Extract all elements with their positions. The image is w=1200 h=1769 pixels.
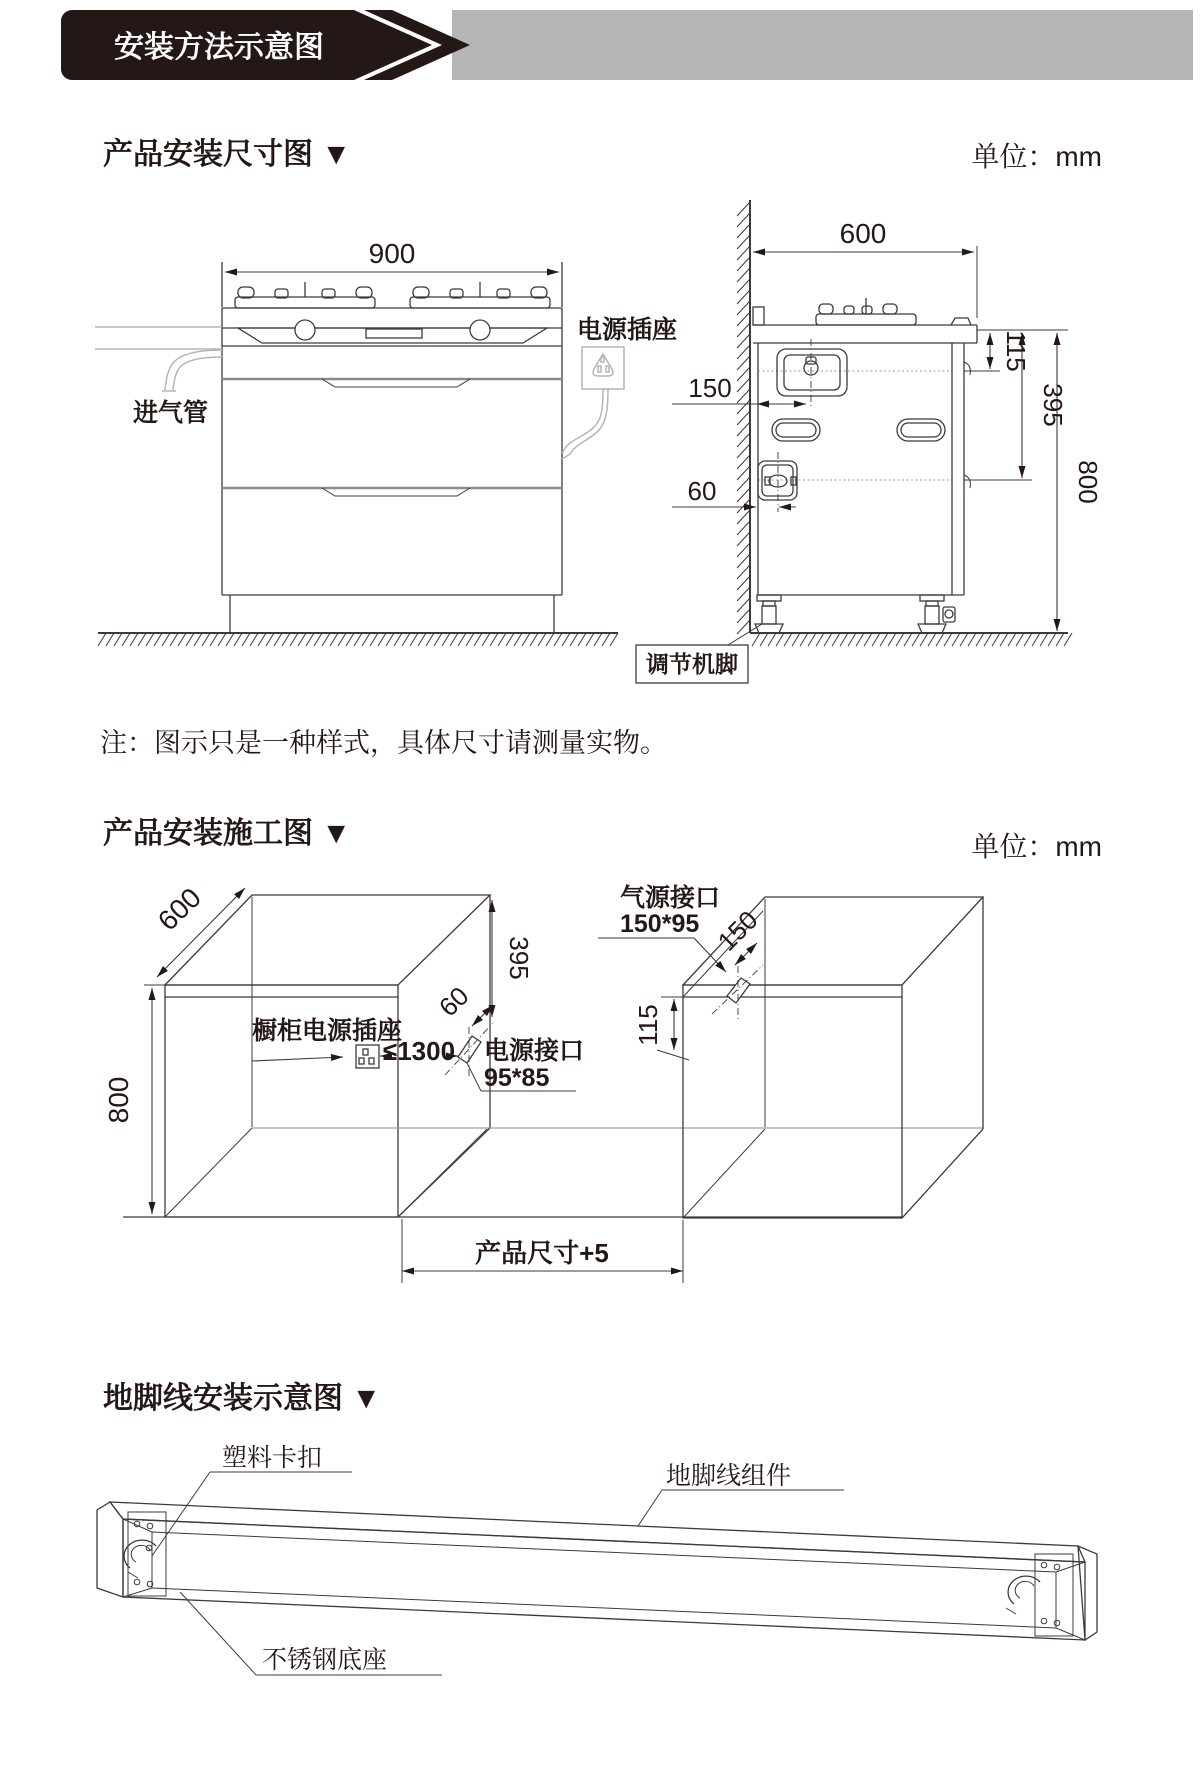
adjustable-foot-left bbox=[755, 595, 783, 633]
burner-side-icon bbox=[816, 298, 916, 325]
dim2-800: 800 bbox=[103, 1076, 134, 1124]
cabinet-socket-icon bbox=[356, 1045, 379, 1068]
burner-left-icon bbox=[235, 282, 375, 308]
section3-title: 地脚线安装示意图 ▼ bbox=[103, 1382, 382, 1415]
banner-gray-bar bbox=[452, 10, 1193, 80]
wall-hatch bbox=[737, 202, 750, 634]
stainless-base-label: 不锈钢底座 bbox=[262, 1646, 388, 1674]
adjustable-foot-right bbox=[918, 595, 955, 633]
ground-hatch-side bbox=[752, 633, 1072, 646]
gas-pipe-icon bbox=[162, 350, 222, 391]
section1-unit-label: 单位：mm bbox=[971, 141, 1102, 172]
dim2-395: 395 bbox=[504, 936, 534, 980]
side-socket-icon bbox=[758, 452, 797, 512]
left-bracket bbox=[128, 1512, 166, 1596]
baseboard-top-face bbox=[110, 1502, 1085, 1562]
section1-title: 产品安装尺寸图 ▼ bbox=[103, 138, 352, 171]
power-port-label: 电源接口 bbox=[484, 1037, 585, 1065]
baseboard-left-cap bbox=[97, 1502, 123, 1597]
fig2-construction bbox=[123, 888, 983, 1283]
dim-60: 60 bbox=[687, 476, 717, 506]
section2-unit-label: 单位：mm bbox=[971, 831, 1102, 862]
gas-port-size: 150*95 bbox=[620, 910, 700, 938]
power-port-size: 95*85 bbox=[484, 1064, 550, 1092]
dim2-115: 115 bbox=[633, 1004, 663, 1046]
fig3-baseboard bbox=[97, 1472, 1097, 1675]
gas-port-icon bbox=[712, 965, 763, 1019]
dim-150: 150 bbox=[688, 373, 732, 403]
right-bracket bbox=[1035, 1554, 1073, 1636]
header-banner bbox=[61, 10, 1193, 80]
section1-note: 注：图示只是一种样式，具体尺寸请测量实物。 bbox=[100, 728, 667, 758]
section2-title: 产品安装施工图 ▼ bbox=[103, 817, 352, 850]
baseboard-right-cap bbox=[1078, 1546, 1097, 1640]
power-socket-icon bbox=[562, 347, 624, 459]
fig1-side-view bbox=[636, 200, 1072, 683]
banner-title: 安装方法示意图 bbox=[114, 31, 324, 64]
burner-right-icon bbox=[410, 282, 550, 308]
gas-inlet-icon bbox=[777, 339, 847, 409]
gas-pipe-label: 进气管 bbox=[133, 399, 209, 427]
dim2-1300: ≤1300 bbox=[382, 1036, 456, 1066]
dim2-150: 150 bbox=[711, 904, 764, 957]
dim2-gap: 产品尺寸+5 bbox=[475, 1238, 609, 1268]
dim-395: 395 bbox=[1038, 383, 1068, 427]
plastic-clip-label: 塑料卡扣 bbox=[222, 1444, 323, 1472]
assembly-label: 地脚线组件 bbox=[666, 1462, 792, 1490]
foot-label: 调节机脚 bbox=[646, 651, 738, 677]
power-socket-label: 电源插座 bbox=[577, 316, 678, 344]
dim-115: 115 bbox=[1001, 330, 1031, 372]
dim2-60: 60 bbox=[432, 980, 475, 1023]
ground-hatch bbox=[98, 633, 618, 646]
fig1-front-view bbox=[95, 262, 624, 646]
dim-900: 900 bbox=[368, 238, 416, 269]
gas-port-label: 气源接口 bbox=[620, 884, 721, 912]
dim-600: 600 bbox=[839, 218, 887, 249]
cabinet-socket-label: 橱柜电源插座 bbox=[252, 1017, 403, 1045]
dim-800: 800 bbox=[1073, 460, 1103, 504]
dim2-600: 600 bbox=[151, 881, 207, 937]
